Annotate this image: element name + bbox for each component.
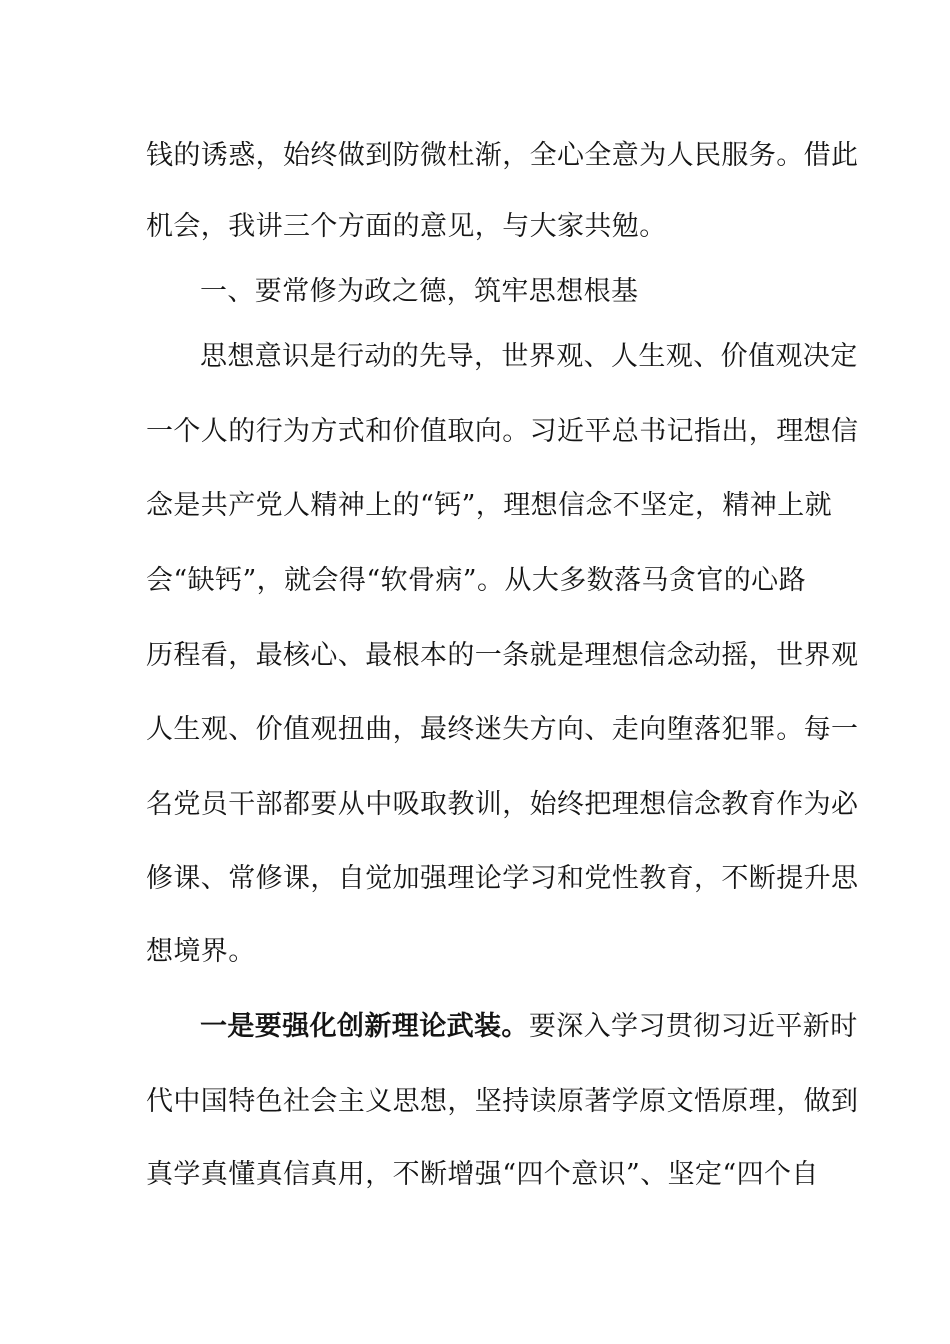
paragraph-line: 名党员干部都要从中吸取教训，始终把理想信念教育作为必 [146, 789, 859, 820]
paragraph-line-rest: 要深入学习贯彻习近平新时 [528, 1011, 858, 1042]
paragraph-line: 人生观、价值观扭曲，最终迷失方向、走向堕落犯罪。每一 [146, 714, 859, 745]
paragraph-line: 想境界。 [146, 936, 256, 967]
paragraph-line: 代中国特色社会主义思想，坚持读原著学原文悟原理，做到 [146, 1086, 859, 1117]
paragraph-line: 会“缺钙”，就会得“软骨病”。从大多数落马贪官的心路 [146, 565, 806, 596]
paragraph-line: 念是共产党人精神上的“钙”，理想信念不坚定，精神上就 [146, 490, 833, 521]
bold-lead-text: 一是要强化创新理论武装。 [200, 1011, 529, 1042]
paragraph-line: 钱的诱惑，始终做到防微杜渐，全心全意为人民服务。借此 [146, 140, 859, 171]
paragraph-line: 真学真懂真信真用，不断增强“四个意识”、坚定“四个自 [146, 1159, 819, 1190]
paragraph-line: 修课、常修课，自觉加强理论学习和党性教育，不断提升思 [146, 863, 859, 894]
paragraph-line: 一个人的行为方式和价值取向。习近平总书记指出，理想信 [146, 416, 859, 447]
section-heading: 一、要常修为政之德，筑牢思想根基 [200, 276, 639, 307]
paragraph-line: 机会，我讲三个方面的意见，与大家共勉。 [146, 211, 667, 242]
paragraph-line: 历程看，最核心、最根本的一条就是理想信念动摇，世界观 [146, 640, 859, 671]
paragraph-line: 思想意识是行动的先导，世界观、人生观、价值观决定 [200, 341, 858, 372]
paragraph-line [200, 1007, 858, 1047]
